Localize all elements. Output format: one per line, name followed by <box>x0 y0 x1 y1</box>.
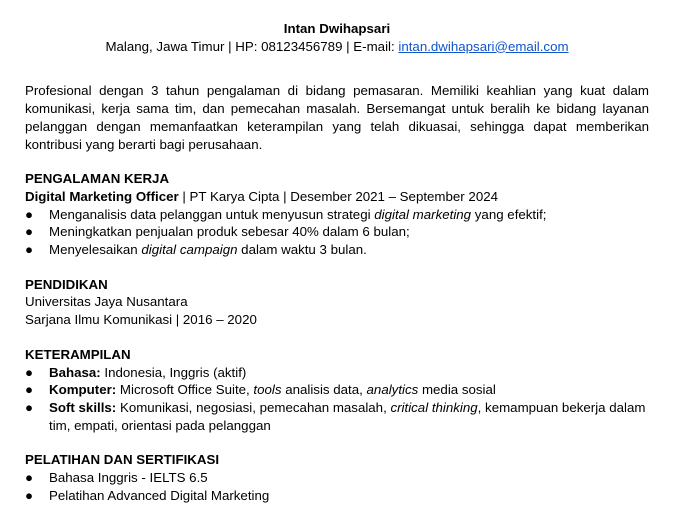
bullet-icon: ● <box>25 242 34 258</box>
experience-title: PENGALAMAN KERJA <box>25 171 170 187</box>
bullet-icon: ● <box>25 487 34 503</box>
list-item <box>25 223 649 241</box>
job-company-dates: | PT Karya Cipta | Desember 2021 – September 2024 <box>178 188 499 204</box>
achievement-text: Meningkatkan penjualan produk sebesar 40% dalam 6 bulan; <box>49 224 410 240</box>
skill-label: Soft skills: <box>49 399 117 415</box>
education-school: Universitas Jaya Nusantara <box>25 294 188 310</box>
skill-label: Bahasa: <box>49 364 101 380</box>
education-degree: Sarjana Ilmu Komunikasi | 2016 – 2020 <box>25 312 257 328</box>
contact-line <box>25 38 649 56</box>
skill-text: Indonesia, Inggris (aktif) <box>100 364 247 380</box>
skill-text: Komunikasi, negosiasi, pemecahan masalah, <box>116 399 391 415</box>
bullet-icon: ● <box>25 399 34 415</box>
job-role: Digital Marketing Officer <box>25 188 179 204</box>
email-link[interactable]: intan.dwihapsari@email.com <box>398 38 569 54</box>
list-item <box>25 469 649 487</box>
training-title: PELATIHAN DAN SERTIFIKASI <box>25 452 220 468</box>
skill-text: analisis data, <box>281 382 367 398</box>
bullet-icon: ● <box>25 224 34 240</box>
skill-text: media sosial <box>418 382 496 398</box>
bullet-icon: ● <box>25 206 34 222</box>
achievement-emphasis: digital marketing <box>374 206 472 222</box>
training-section <box>25 451 649 504</box>
skill-text: Microsoft Office Suite, <box>116 382 254 398</box>
achievement-text: yang efektif; <box>471 206 547 222</box>
training-item: Pelatihan Advanced Digital Marketing <box>49 487 270 503</box>
candidate-name: Intan Dwihapsari <box>283 21 391 36</box>
skill-label: Komputer: <box>49 382 117 398</box>
achievement-text: Menganalisis data pelanggan untuk menyusun strategi <box>49 206 375 222</box>
bullet-icon: ● <box>25 382 34 398</box>
contact-info: Malang, Jawa Timur | HP: 08123456789 | E-mail: <box>105 38 399 54</box>
achievement-emphasis: digital campaign <box>141 242 238 258</box>
training-item: Bahasa Inggris - IELTS 6.5 <box>49 470 208 486</box>
skill-emphasis: critical thinking <box>390 399 478 415</box>
resume-header <box>25 20 649 55</box>
bullet-icon: ● <box>25 470 34 486</box>
list-item <box>25 381 649 399</box>
list-item <box>25 364 649 382</box>
skill-emphasis: tools <box>253 382 282 398</box>
job-achievements <box>25 206 649 259</box>
list-item <box>25 487 649 505</box>
education-section <box>25 276 649 329</box>
skills-list <box>25 364 649 435</box>
education-title: PENDIDIKAN <box>25 276 108 292</box>
experience-section <box>25 170 649 259</box>
list-item <box>25 241 649 259</box>
list-item <box>25 399 649 434</box>
achievement-text: dalam waktu 3 bulan. <box>237 242 367 258</box>
bullet-icon: ● <box>25 364 34 380</box>
achievement-text: Menyelesaikan <box>49 242 142 258</box>
list-item <box>25 206 649 224</box>
skills-title: KETERAMPILAN <box>25 346 131 362</box>
skill-text: , kemampuan bekerja dalam tim, empati, orientasi pada pelanggan <box>49 399 646 433</box>
job-heading <box>25 188 649 206</box>
profile-summary: Profesional dengan 3 tahun pengalaman di bidang pemasaran. Memiliki keahlian yang kuat dalam komunikasi, kerja sama tim, dan pemecahan masalah. Bersemangat untuk beralih ke bidang layanan pelanggan dengan memanfaatkan keterampilan yang telah dikuasai, sehingga dapat memberikan kontribusi yang berarti bagi perusahaan. <box>25 83 649 152</box>
training-list <box>25 469 649 504</box>
skills-section <box>25 346 649 435</box>
skill-emphasis: analytics <box>366 382 419 398</box>
